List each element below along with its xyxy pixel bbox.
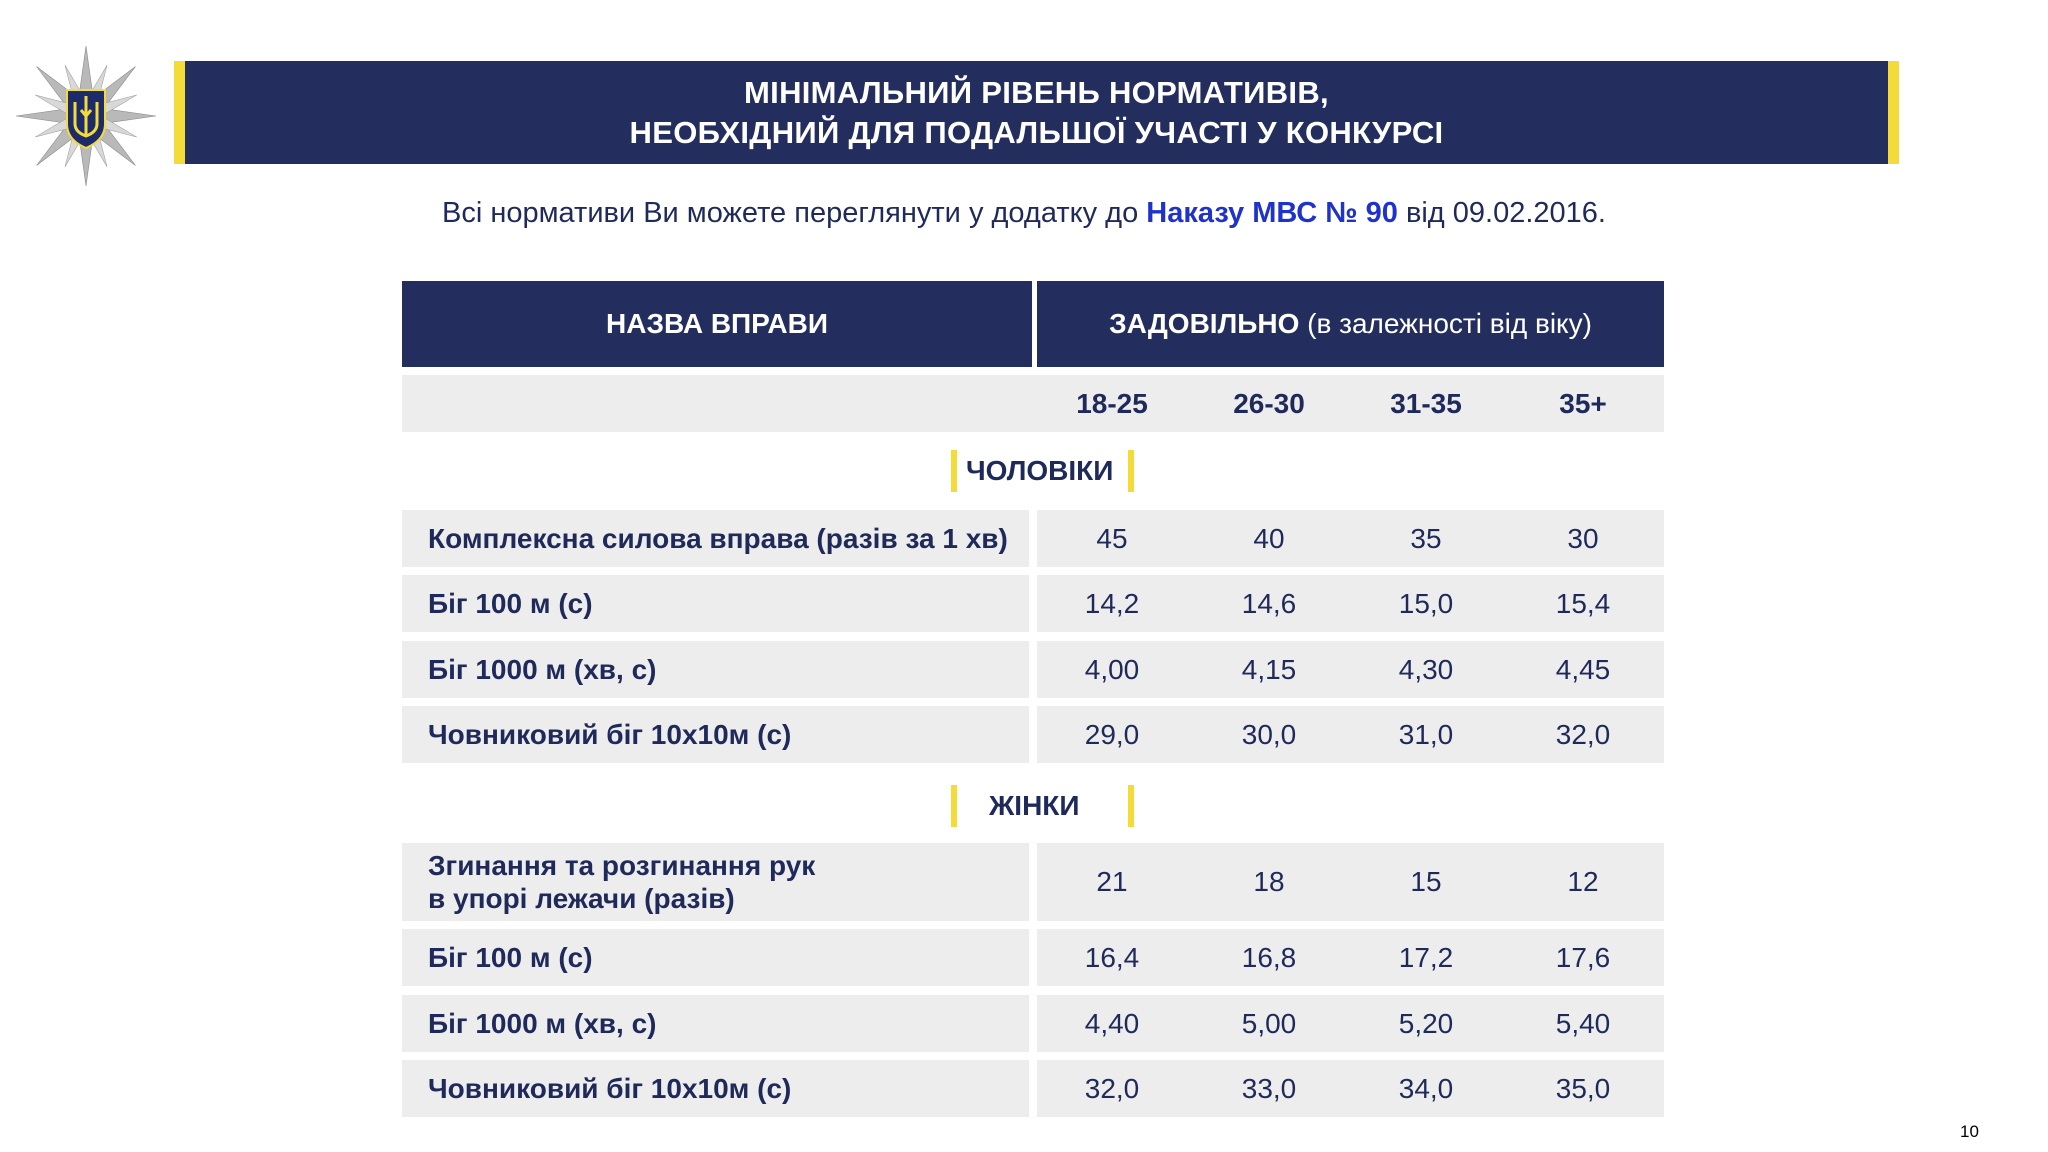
value: 5,20 (1398, 1007, 1454, 1039)
exercise-name: Човниковий біг 10х10м (с) (402, 1060, 1029, 1117)
value: 15 (1410, 866, 1442, 897)
value: 18 (1253, 866, 1285, 897)
value: 16,8 (1241, 941, 1297, 973)
values-cell (1037, 1060, 1664, 1117)
age-groups-row (402, 375, 1664, 432)
values-cell (1037, 641, 1664, 698)
value: 30 (1567, 522, 1599, 554)
table-row (402, 575, 1664, 632)
value: 17,6 (1555, 941, 1611, 973)
order-link[interactable]: Наказу МВС № 90 (1146, 197, 1398, 229)
intro-text (0, 197, 2048, 230)
value: 33,0 (1241, 1072, 1297, 1104)
exercise-name-line-2: в упорі лежачи (разів) (428, 883, 735, 914)
value: 35 (1410, 522, 1442, 554)
value: 35,0 (1555, 1072, 1611, 1104)
exercise-name: Біг 100 м (с) (402, 575, 1029, 632)
values-cell (1037, 706, 1664, 763)
table-row (402, 641, 1664, 698)
value: 30,0 (1241, 718, 1297, 750)
section-bar-left (951, 450, 957, 492)
table-row (402, 510, 1664, 567)
value: 4,40 (1084, 1007, 1140, 1039)
table-header (402, 281, 1664, 367)
value: 31,0 (1398, 718, 1454, 750)
value: 16,4 (1084, 941, 1140, 973)
value: 4,15 (1241, 653, 1297, 685)
value: 4,45 (1555, 653, 1611, 685)
value: 32,0 (1084, 1072, 1140, 1104)
age-group: 18-25 (1076, 387, 1148, 419)
intro-before: Всі нормативи Ви можете переглянути у додатку до (442, 197, 1147, 229)
table-row (402, 1060, 1664, 1117)
value: 32,0 (1555, 718, 1611, 750)
exercise-name (402, 843, 1029, 921)
age-group: 31-35 (1390, 387, 1462, 419)
col-satisfactory-note: (в залежності від віку) (1299, 308, 1592, 339)
values-cell (1037, 510, 1664, 567)
age-group: 26-30 (1233, 387, 1305, 419)
value: 15,0 (1398, 587, 1454, 619)
section-men: ЧОЛОВІКИ (966, 455, 1114, 486)
values-cell (1037, 995, 1664, 1052)
col-satisfactory-bold: ЗАДОВІЛЬНО (1109, 308, 1300, 339)
value: 40 (1253, 522, 1285, 554)
value: 29,0 (1084, 718, 1140, 750)
value: 15,4 (1555, 587, 1611, 619)
title-banner (174, 61, 1899, 164)
section-bar-left (951, 785, 957, 827)
title-line-1: МІНІМАЛЬНИЙ РІВЕНЬ НОРМАТИВІВ, (744, 74, 1329, 110)
exercise-name: Біг 1000 м (хв, с) (402, 641, 1029, 698)
age-group: 35+ (1559, 387, 1607, 419)
exercise-name-line-1: Згинання та розгинання рук (428, 850, 816, 881)
values-cell (1037, 843, 1664, 921)
table-row (402, 929, 1664, 986)
value: 45 (1096, 522, 1128, 554)
intro-after: від 09.02.2016. (1397, 197, 1606, 229)
exercise-name: Човниковий біг 10х10м (с) (402, 706, 1029, 763)
value: 12 (1567, 866, 1599, 897)
section-women: ЖІНКИ (989, 790, 1080, 821)
page-number: 10 (1960, 1122, 1979, 1141)
table-row (402, 995, 1664, 1052)
police-star-logo (14, 44, 158, 188)
exercise-name: Біг 1000 м (хв, с) (402, 995, 1029, 1052)
value: 14,6 (1241, 587, 1297, 619)
table-row (402, 706, 1664, 763)
col-exercise-name-label: НАЗВА ВПРАВИ (606, 308, 828, 339)
value: 14,2 (1084, 587, 1140, 619)
section-bar-right (1128, 785, 1134, 827)
col-satisfactory (1037, 281, 1664, 367)
exercise-name: Комплексна силова вправа (разів за 1 хв) (402, 510, 1029, 567)
exercise-name: Біг 100 м (с) (402, 929, 1029, 986)
value: 4,30 (1398, 653, 1454, 685)
title-line-2: НЕОБХІДНИЙ ДЛЯ ПОДАЛЬШОЇ УЧАСТІ У КОНКУРСІ (629, 114, 1444, 150)
values-cell (1037, 929, 1664, 986)
value: 34,0 (1398, 1072, 1454, 1104)
value: 17,2 (1398, 941, 1454, 973)
col-exercise-name (402, 281, 1032, 367)
section-bar-right (1128, 450, 1134, 492)
value: 4,00 (1084, 653, 1140, 685)
value: 5,00 (1241, 1007, 1297, 1039)
table-row (402, 843, 1664, 921)
values-cell (1037, 575, 1664, 632)
value: 5,40 (1555, 1007, 1611, 1039)
value: 21 (1096, 866, 1128, 897)
